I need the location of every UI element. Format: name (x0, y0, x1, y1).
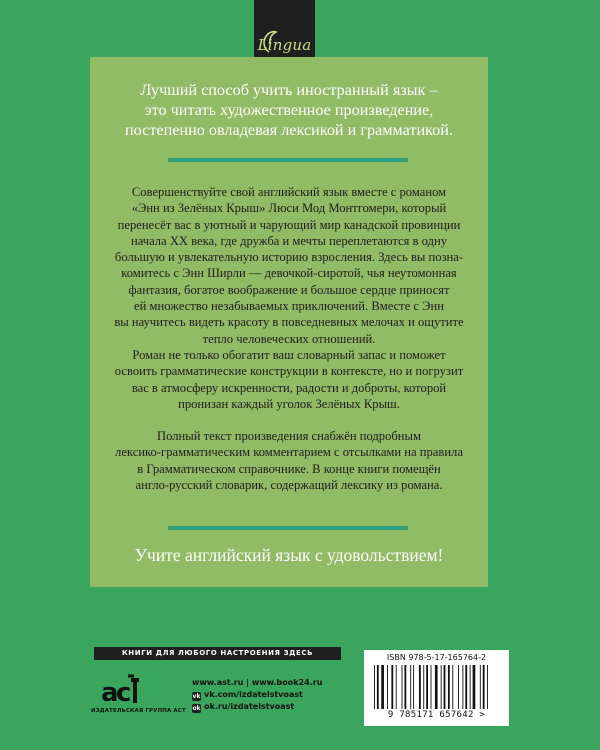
description-body (100, 184, 478, 493)
paragraph-line: вас в атмосферу искренности, радости и доброты, которой (131, 380, 447, 395)
barcode-digits: 9 785171 657642 > (387, 710, 486, 720)
ribbon-banner: КНИГИ ДЛЯ ЛЮБОГО НАСТРОЕНИЯ ЗДЕСЬ (94, 647, 341, 660)
paragraph-line: англо-русский словарик, содержащий лексику из романа. (135, 478, 443, 493)
website-link[interactable]: www.ast.ru | www.book24.ru (192, 678, 323, 687)
vk-link[interactable]: vk vk.com/izdatelstvoast (192, 690, 303, 700)
paragraph-line: Полный текст произведения снабжён подробным (157, 429, 421, 444)
logo-text: Lingua (257, 36, 312, 54)
svg-text:a: a (101, 678, 119, 706)
paragraph-line: ей множество незабываемых приключений. Вместе с Энн (134, 299, 444, 314)
barcode-panel (364, 650, 509, 726)
paragraph-line: в Грамматическом справочнике. В конце книги помещён (137, 461, 441, 476)
paragraph-line: «Энн из Зелёных Крыш» Люси Мод Монтгомери, который (131, 201, 447, 216)
publisher-links (192, 677, 322, 713)
lead-line: постепенно овладевая лексикой и грамматикой. (124, 121, 453, 139)
lead-line: это читать художественное произведение, (144, 101, 434, 119)
paragraph-line: лексико-грамматическим комментарием с отсылками на правила (115, 445, 463, 460)
description-panel (90, 57, 488, 587)
paragraph-line: начала XX века, где дружба и мечты переплетаются в одну (130, 233, 448, 248)
top-divider (168, 158, 408, 162)
paragraph-line: Совершенствуйте свой английский язык вместе с романом (131, 185, 447, 199)
paragraph-line: перенесёт вас в уютный и чарующий мир канадской провинции (117, 217, 461, 232)
paragraph-line: фантазия, богатое воображение и большое сердце приносят (128, 282, 450, 297)
slogan: Учите английский язык с удовольствием! (134, 545, 444, 565)
ast-logo (91, 674, 186, 716)
paragraph-line: большую и увлекательную историю взросления. Здесь вы позна- (114, 250, 464, 265)
paragraph-line: тепло человеческих отношений. (202, 331, 376, 346)
barcode-icon (374, 665, 499, 709)
paragraph-line: вы научитесь видеть красоту в повседневных мелочах и ощутите (114, 315, 464, 330)
paragraph-line: освоить грамматические конструкции в контексте, но и погрузит (114, 364, 464, 379)
lead-line: Лучший способ учить иностранный язык – (140, 81, 438, 99)
bottom-divider (168, 526, 408, 530)
svg-text:c: c (116, 678, 132, 706)
paragraph-line: Роман не только обогатит ваш словарный запас и поможет (132, 347, 446, 362)
publisher-caption: ИЗДАТЕЛЬСКАЯ ГРУППА АСТ (91, 708, 186, 714)
paragraph-line: комитесь с Энн Ширли — девочкой-сиротой, чья неутомонная (121, 266, 457, 281)
lead-text (90, 80, 488, 140)
ok-link[interactable]: ok ok.ru/izdatelstvoast (192, 702, 295, 712)
isbn-text: ISBN 978-5-17-165764-2 (386, 653, 487, 662)
paragraph-line: пронизан каждый уголок Зелёных Крыш. (178, 396, 400, 411)
vk-icon: vk (192, 693, 201, 700)
ok-icon: ok (192, 705, 201, 712)
ast-logo-icon (101, 674, 145, 706)
